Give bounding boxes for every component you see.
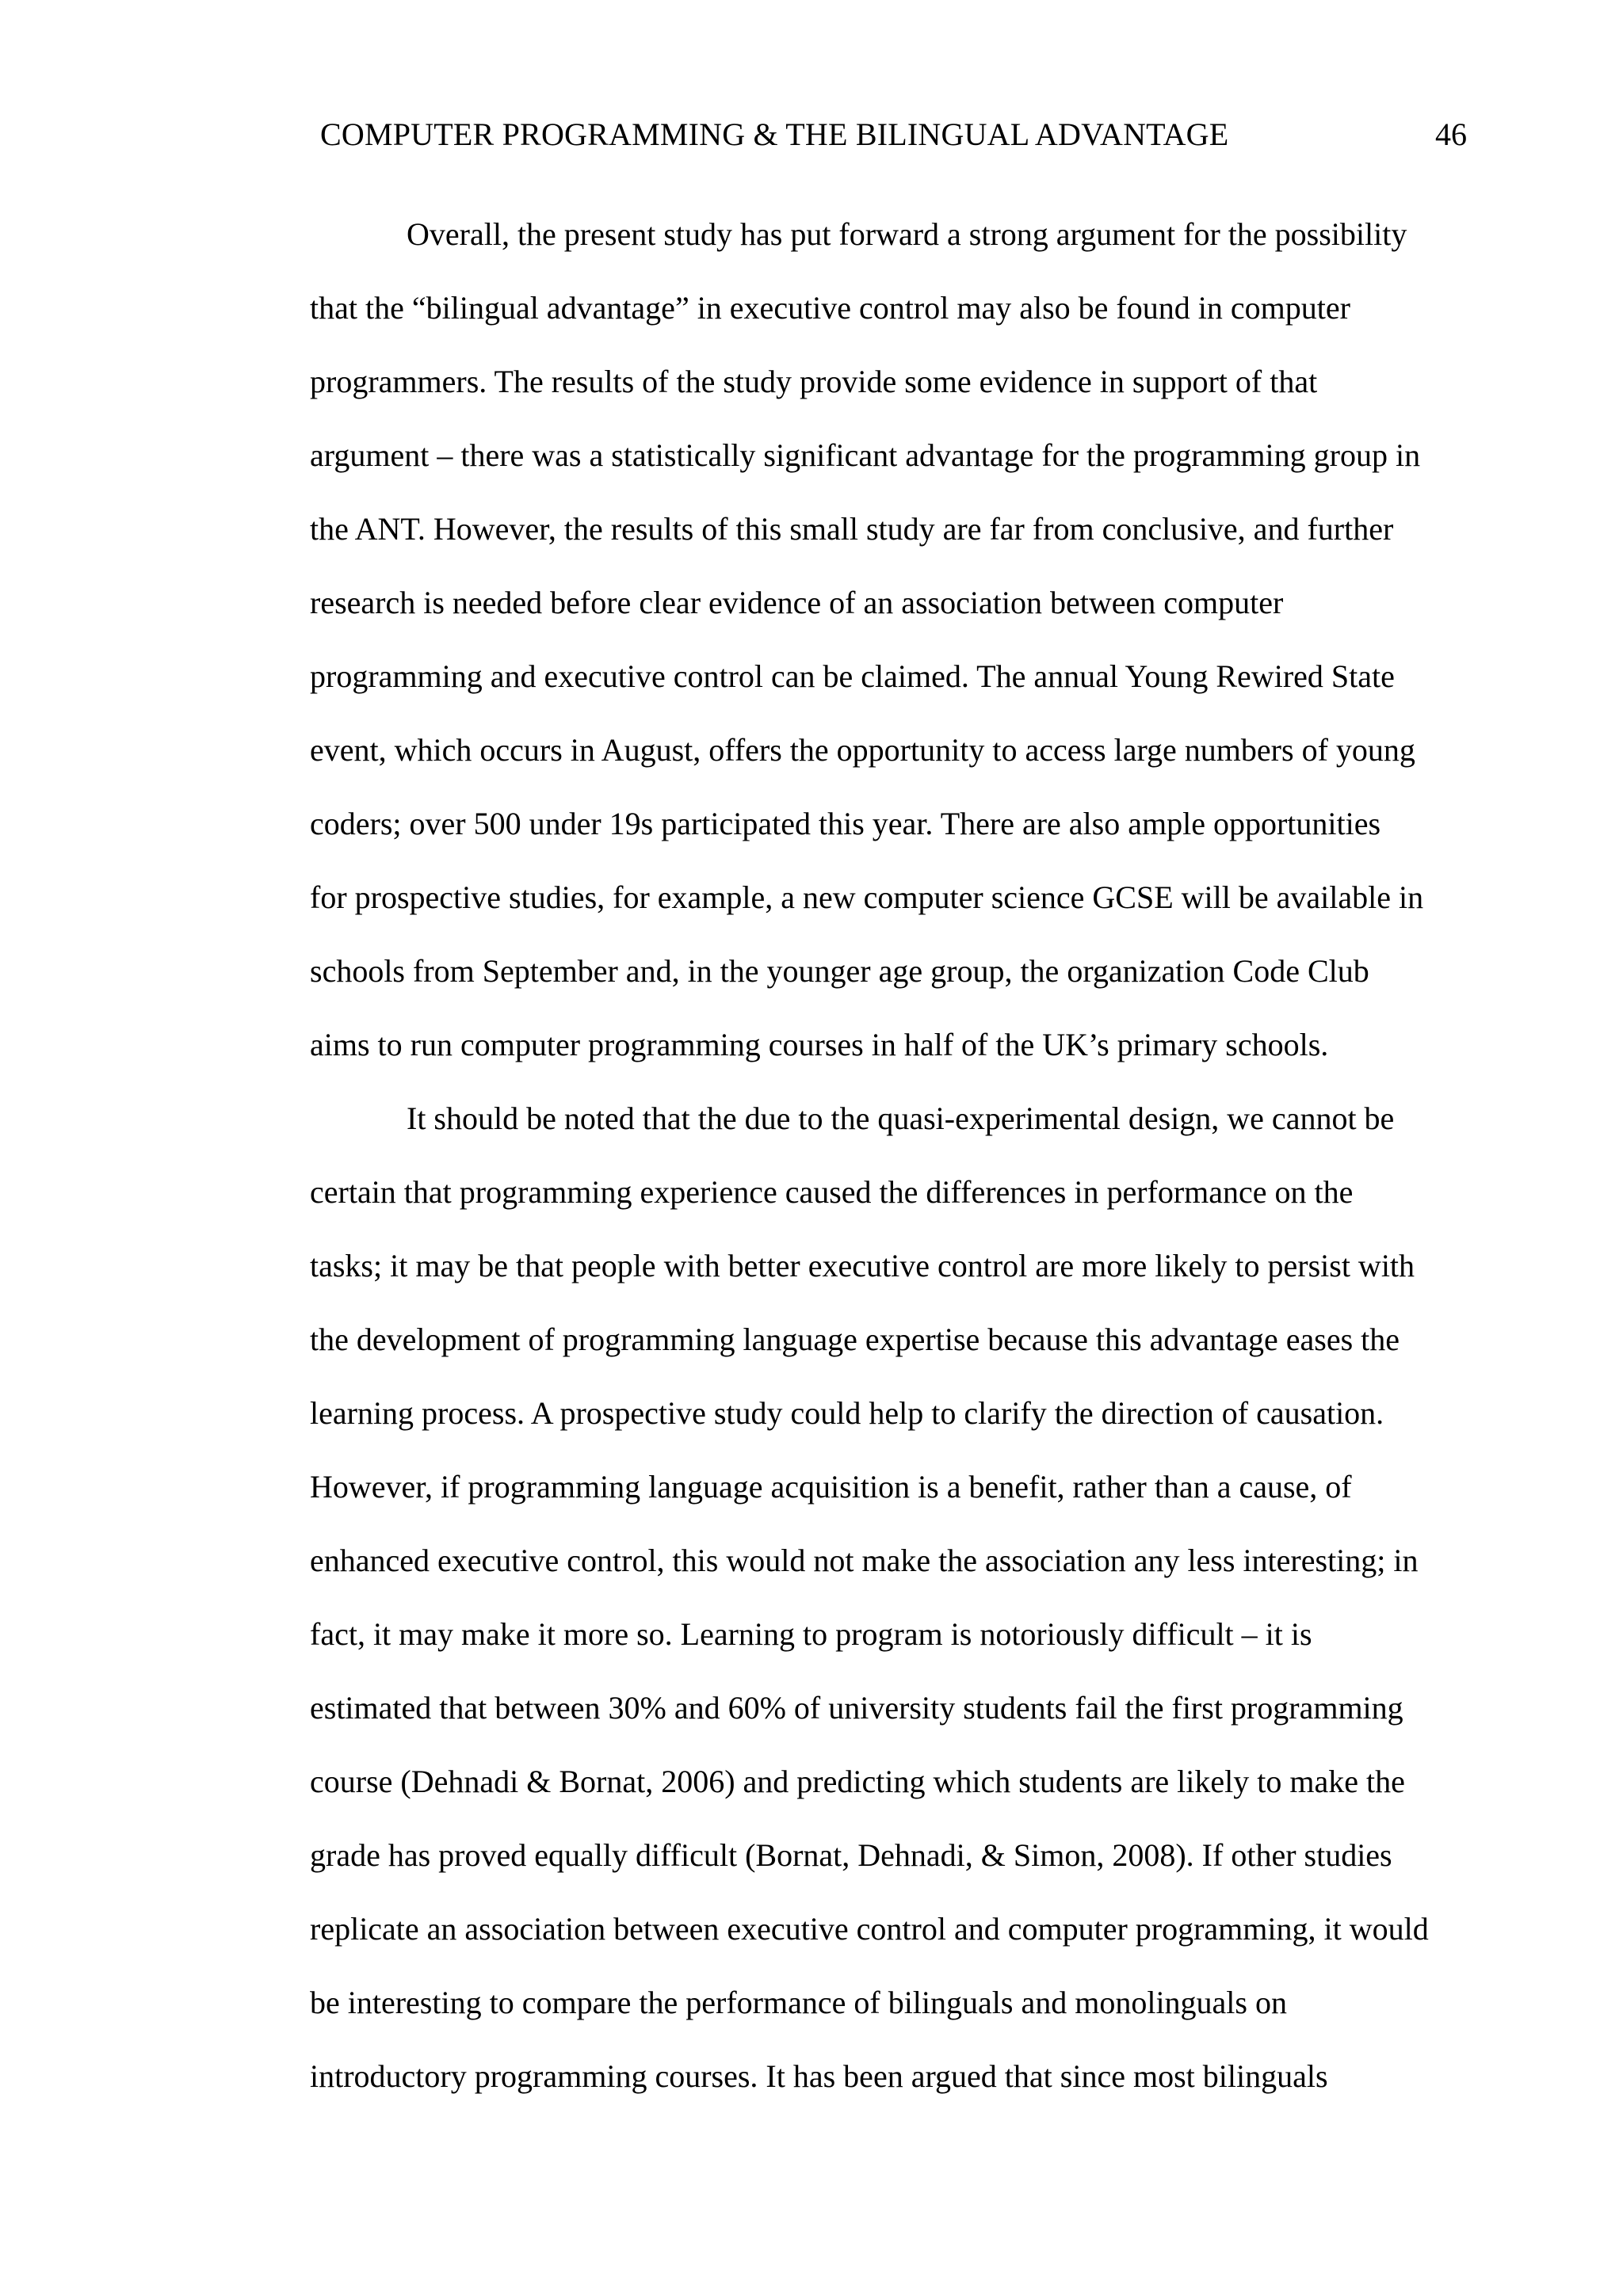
paragraph-1 (310, 212, 1475, 1097)
text-line: the ANT. However, the results of this small study are far from conclusive, and further (310, 511, 1394, 547)
text-line: aims to run computer programming courses in half of the UK’s primary schools. (310, 1027, 1329, 1062)
page-number: 46 (1435, 116, 1467, 152)
text-line: argument – there was a statistically significant advantage for the programming group in (310, 437, 1421, 473)
text-line: Overall, the present study has put forward a strong argument for the possibility (407, 216, 1407, 252)
running-head: COMPUTER PROGRAMMING & THE BILINGUAL ADVANTAGE (320, 116, 1229, 152)
text-line: estimated that between 30% and 60% of university students fail the first programming (310, 1690, 1403, 1726)
text-line: for prospective studies, for example, a new computer science GCSE will be available in (310, 879, 1424, 915)
text-line: research is needed before clear evidence of an association between computer (310, 585, 1284, 620)
body-text (310, 212, 1475, 2128)
text-line: event, which occurs in August, offers the opportunity to access large numbers of young (310, 732, 1415, 768)
text-line: that the “bilingual advantage” in executive control may also be found in computer (310, 290, 1350, 326)
text-line: course (Dehnadi & Bornat, 2006) and predicting which students are likely to make the (310, 1764, 1405, 1799)
text-line: learning process. A prospective study could help to clarify the direction of causation. (310, 1395, 1384, 1431)
text-line: enhanced executive control, this would not make the association any less interesting; in (310, 1543, 1419, 1578)
text-line: programmers. The results of the study provide some evidence in support of that (310, 364, 1318, 399)
paragraph-2 (310, 1097, 1475, 2128)
text-line: the development of programming language expertise because this advantage eases the (310, 1322, 1400, 1357)
text-line: fact, it may make it more so. Learning to program is notoriously difficult – it is (310, 1616, 1312, 1652)
text-line: certain that programming experience caused the differences in performance on the (310, 1174, 1354, 1210)
text-line: coders; over 500 under 19s participated this year. There are also ample opportunities (310, 806, 1381, 841)
text-line: programming and executive control can be claimed. The annual Young Rewired State (310, 658, 1395, 694)
text-line: It should be noted that the due to the quasi-experimental design, we cannot be (407, 1100, 1395, 1136)
text-line: schools from September and, in the younger age group, the organization Code Club (310, 953, 1369, 989)
text-line: However, if programming language acquisition is a benefit, rather than a cause, of (310, 1469, 1352, 1505)
text-line: grade has proved equally difficult (Bornat, Dehnadi, & Simon, 2008). If other studies (310, 1837, 1392, 1873)
text-line: be interesting to compare the performance of bilinguals and monolinguals on (310, 1985, 1287, 2020)
text-line: tasks; it may be that people with better executive control are more likely to persist with (310, 1248, 1415, 1283)
text-line: introductory programming courses. It has been argued that since most bilinguals (310, 2058, 1328, 2094)
text-line: replicate an association between executive control and computer programming, it would (310, 1911, 1429, 1947)
